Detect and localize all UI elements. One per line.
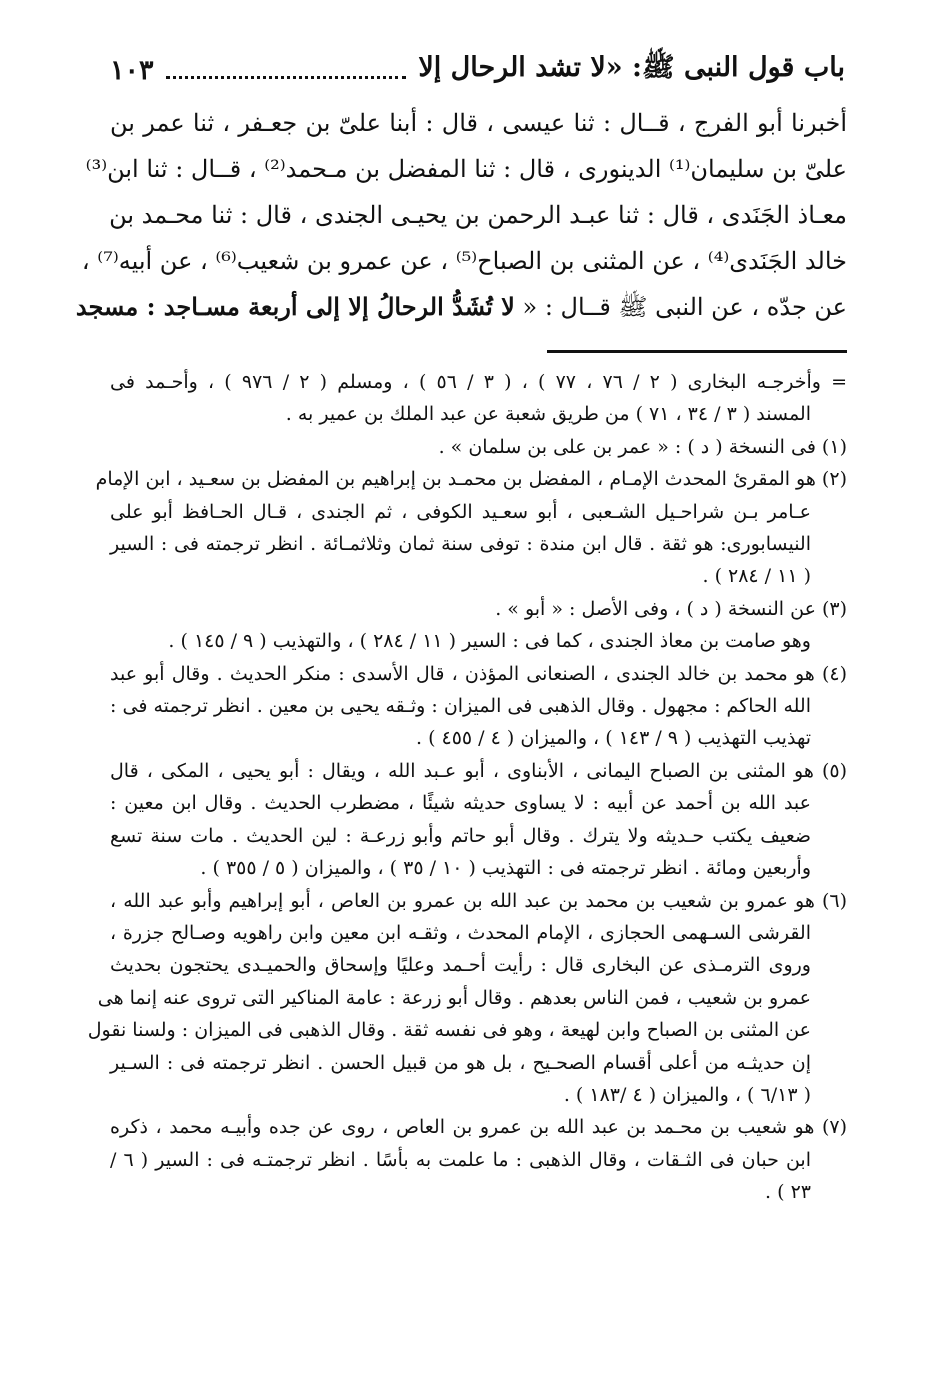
hadith-quote: لا تُشَدُّ الرحالُ إلا إلى أربعة مسـاجد : مسجد xyxy=(75,292,515,321)
footnote-line: (٢) هو المقرئ المحدث الإمـام ، المفضل بن محمـد بن إبراهيم بن المفضل بن سعـيد ، ابن الإمام xyxy=(95,468,847,491)
footnote-line: القرشى السـهمى الحجازى ، الإمام المحدث ، وثقـه ابن معين وابن راهويه وصـالح جزرة ، xyxy=(110,921,811,944)
footnote-5 xyxy=(110,755,847,885)
footnote-1 xyxy=(110,431,847,463)
footnote-line: ( ١١ / ٢٨٤ ) . xyxy=(702,565,811,588)
footnote-line: ضعيف يكتب حـديثه ولا يترك . وقال أبو حاتم وأبو زرعـة : لين الحديث . مات سنة تسع xyxy=(110,824,811,847)
footnote-line: (٧) هو شعيب بن محـمد بن عبد الله بن عمرو بن العاص ، روى عن جده وأبيـه محمد ، ذكره xyxy=(110,1116,847,1139)
footnote-line: وهو صامت بن معاذ الجندى ، كما فى : السير ( ١١ / ٢٨٤ ) ، والتهذيب ( ٩ / ١٤٥ ) . xyxy=(168,630,811,653)
main-text xyxy=(75,100,847,330)
footnote-separator xyxy=(547,350,847,353)
footnote-line: (٤) هو محمد بن خالد الجندى ، الصنعانى المؤذن ، قال الأسدى : منكر الحديث . وقال أبو عبد xyxy=(110,662,847,685)
chapter-title: باب قول النبى ﷺ: «لا تشد الرحال إلا xyxy=(418,52,845,83)
footnote-line: (٦) هو عمرو بن شعيب بن محمد بن عبد الله بن عمرو بن العاص ، أبو إبراهيم وأبو عبد الله ، xyxy=(110,889,847,912)
footnote-line: ابن حبان فى الثـقات ، وقال الذهبى : ما علمت به بأسًا . انظر ترجمتـه فى : السير ( ٦ / xyxy=(110,1148,811,1171)
footnotes xyxy=(87,366,847,1209)
page-number: ١٠٣ xyxy=(110,54,154,86)
footnote-line: عمرو بن شعيب ، فمن الناس بعدهم . وقال أبو زرعة : عامة المناكير التى تروى عنه إنما هى xyxy=(97,986,811,1009)
footnote-3 xyxy=(110,593,847,658)
footnote-line: الله الحاكم : مجهول . وقال الذهبى فى الميزان : وثـقه يحيى بن معين . انظر ترجمته فى : xyxy=(110,695,811,718)
footnote-line: ٢٣ ) . xyxy=(765,1181,811,1204)
footnote-line: إن حديثـه من أعلى أقسام الصحـيح ، بل هو من قبيل الحسن . انظر ترجمته فى : السـير xyxy=(110,1051,811,1074)
footnote-line: عـامر بـن شراحـيل الشـعبى ، أبو سعـيد الكوفى ، ثم الجندى ، قـال الحـافظ أبو على xyxy=(110,500,811,523)
footnote-line: = وأخرجـه البخارى ( ٢ / ٧٦ ، ٧٧ ) ، ( ٣ / ٥٦ ) ، ومسلم ( ٢ / ٩٧٦ ) ، وأحـمد فى xyxy=(110,371,847,393)
header-dotted-leader xyxy=(166,62,407,79)
footnote-line: النيسابورى: هو ثقة . قال ابن مندة : توفى سنة ثمان وثلاثمـائة . انظر ترجمته فى : السير xyxy=(110,533,811,556)
main-text-last-line xyxy=(75,284,847,330)
footnote-line: وأربعين ومائة . انظر ترجمته فى : التهذيب ( ١٠ / ٣٥ ) ، والميزان ( ٥ / ٣٥٥ ) . xyxy=(200,857,811,880)
main-text-line: علىّ بن سليمان⁽¹⁾ الدينورى ، قال : ثنا المفضل بن مـحمد⁽²⁾ ، قــال : ثنا ابن⁽³⁾ xyxy=(85,155,847,183)
footnote-2 xyxy=(95,463,847,593)
footnote-7 xyxy=(110,1111,847,1208)
footnote-line: تهذيب التهذيب ( ٩ / ١٤٣ ) ، والميزان ( ٤ / ٤٥٥ ) . xyxy=(415,727,811,750)
footnote-line: وروى الترمـذى عن البخارى قال : رأيت أحـمد وعليًا وإسحاق والحميـدى يحتجون بحديث xyxy=(110,954,811,977)
footnote-line: (٣) عن النسخة ( د ) ، وفى الأصل : « أبو » . xyxy=(495,597,847,620)
footnote-6 xyxy=(87,885,847,1112)
main-text-line: خالد الجَنَدى⁽⁴⁾ ، عن المثنى بن الصباح⁽⁵⁾ ، عن عمرو بن شعيب⁽⁶⁾ ، عن أبيه⁽⁷⁾ ، xyxy=(81,247,847,275)
footnote-continued xyxy=(110,366,847,431)
main-text-plain: عن جدّه ، عن النبى ﷺ قــال : « xyxy=(522,293,847,321)
footnote-line: المسند ( ٣ / ٣٤ ، ٧١ ) من طريق شعبة عن عبد الملك بن عمير به . xyxy=(285,403,811,426)
footnote-line: ( ٦/١٣ ) ، والميزان ( ٤ /١٨٣ ) . xyxy=(563,1083,811,1106)
footnote-line: عبد الله بن أحمد عن أبيه : لا يساوى حديثه شيئًا ، مضطرب الحديث . وقال ابن معين : xyxy=(110,792,811,815)
running-header xyxy=(110,46,845,94)
main-text-line: معـاذ الجَنَدى ، قال : ثنا عبـد الرحمن بن يحيـى الجندى ، قال : ثنا محـمد بن xyxy=(109,201,847,229)
footnote-4 xyxy=(110,658,847,755)
footnote-line: عن المثنى بن الصباح وابن لهيعة ، وهو فى نفسه ثقة . وقال الذهبى فى الميزان : ولسنا نقول xyxy=(87,1019,811,1042)
footnote-line: (٥) هو المثنى بن الصباح اليمانى ، الأبناوى ، أبو عـبد الله ، ويقال : أبو يحيى ، المكى ، قال xyxy=(110,759,847,782)
main-text-line: أخبرنا أبو الفرج ، قــال : ثنا عيسى ، قال : أبنا علىّ بن جعـفر ، ثنا عمر بن xyxy=(110,109,847,137)
footnote-line: (١) فى النسخة ( د ) : « عمر بن على بن سلمان » . xyxy=(438,435,847,458)
